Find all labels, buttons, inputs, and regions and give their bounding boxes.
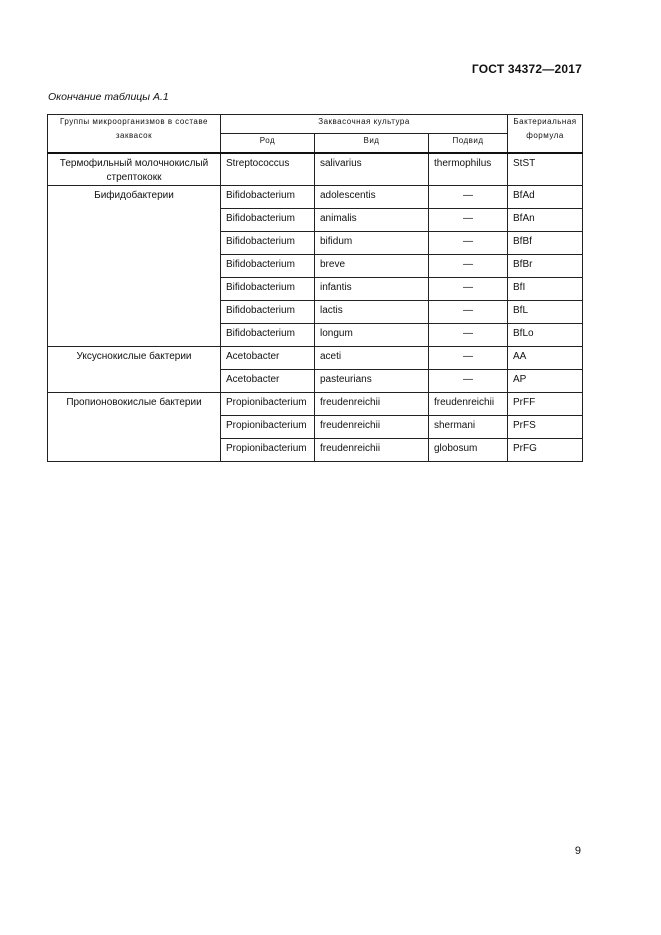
species-cell: freudenreichii xyxy=(315,416,429,439)
formula-cell: BfAn xyxy=(508,209,583,232)
subspecies-cell: — xyxy=(429,255,508,278)
formula-cell: BfLo xyxy=(508,324,583,347)
formula-cell: PrFF xyxy=(508,393,583,416)
subspecies-cell: — xyxy=(429,186,508,209)
formula-cell: BfI xyxy=(508,278,583,301)
group-name: Пропионовокислые бактерии xyxy=(48,393,221,462)
subspecies-cell: — xyxy=(429,278,508,301)
species-cell: freudenreichii xyxy=(315,439,429,462)
genus-cell: Bifidobacterium xyxy=(221,324,315,347)
table-row xyxy=(48,186,583,209)
formula-cell: BfL xyxy=(508,301,583,324)
species-cell: lactis xyxy=(315,301,429,324)
header-groups: Группы микроорганизмов в составе заквасок xyxy=(48,115,221,154)
species-cell: freudenreichii xyxy=(315,393,429,416)
species-cell: longum xyxy=(315,324,429,347)
subspecies-cell: — xyxy=(429,232,508,255)
genus-cell: Bifidobacterium xyxy=(221,255,315,278)
table-caption: Окончание таблицы А.1 xyxy=(48,91,169,103)
species-cell: salivarius xyxy=(315,153,429,186)
species-cell: animalis xyxy=(315,209,429,232)
formula-cell: StST xyxy=(508,153,583,186)
subspecies-cell: freudenreichii xyxy=(429,393,508,416)
formula-cell: PrFS xyxy=(508,416,583,439)
subspecies-cell: shermani xyxy=(429,416,508,439)
genus-cell: Acetobacter xyxy=(221,347,315,370)
genus-cell: Bifidobacterium xyxy=(221,301,315,324)
species-cell: pasteurians xyxy=(315,370,429,393)
table-row xyxy=(48,347,583,370)
table-body xyxy=(48,153,583,462)
header-genus: Род xyxy=(221,134,315,154)
genus-cell: Bifidobacterium xyxy=(221,232,315,255)
table-row xyxy=(48,393,583,416)
genus-cell: Propionibacterium xyxy=(221,416,315,439)
table-row xyxy=(48,153,583,186)
header-culture: Заквасочная культура xyxy=(221,115,508,134)
bacteria-table xyxy=(47,114,583,462)
subspecies-cell: — xyxy=(429,324,508,347)
group-name: Термофильный молочнокислый стрептококк xyxy=(48,153,221,186)
formula-cell: BfAd xyxy=(508,186,583,209)
page-number: 9 xyxy=(574,845,581,857)
species-cell: adolescentis xyxy=(315,186,429,209)
group-name: Бифидобактерии xyxy=(48,186,221,347)
formula-cell: BfBr xyxy=(508,255,583,278)
species-cell: breve xyxy=(315,255,429,278)
species-cell: infantis xyxy=(315,278,429,301)
genus-cell: Propionibacterium xyxy=(221,393,315,416)
genus-cell: Streptococcus xyxy=(221,153,315,186)
subspecies-cell: — xyxy=(429,370,508,393)
document-code: ГОСТ 34372—2017 xyxy=(471,62,582,76)
subspecies-cell: — xyxy=(429,347,508,370)
genus-cell: Acetobacter xyxy=(221,370,315,393)
formula-cell: AP xyxy=(508,370,583,393)
formula-cell: PrFG xyxy=(508,439,583,462)
subspecies-cell: — xyxy=(429,209,508,232)
genus-cell: Bifidobacterium xyxy=(221,186,315,209)
header-species: Вид xyxy=(315,134,429,154)
subspecies-cell: globosum xyxy=(429,439,508,462)
species-cell: bifidum xyxy=(315,232,429,255)
subspecies-cell: thermophilus xyxy=(429,153,508,186)
subspecies-cell: — xyxy=(429,301,508,324)
header-formula: Бактериальная формула xyxy=(508,115,583,154)
genus-cell: Propionibacterium xyxy=(221,439,315,462)
group-name: Уксуснокислые бактерии xyxy=(48,347,221,393)
formula-cell: BfBf xyxy=(508,232,583,255)
header-subspecies: Подвид xyxy=(429,134,508,154)
formula-cell: AA xyxy=(508,347,583,370)
species-cell: aceti xyxy=(315,347,429,370)
genus-cell: Bifidobacterium xyxy=(221,209,315,232)
genus-cell: Bifidobacterium xyxy=(221,278,315,301)
